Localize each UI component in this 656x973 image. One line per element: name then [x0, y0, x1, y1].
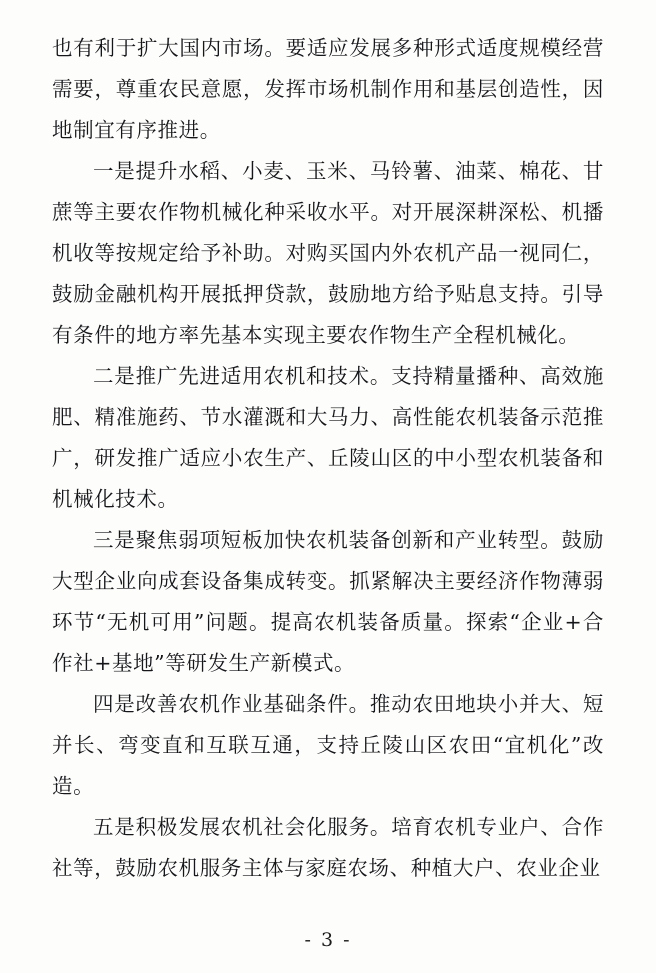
- document-body: [52, 28, 604, 889]
- paragraph-6: 五是积极发展农机社会化服务。培育农机专业户、合作社等，鼓励农机服务主体与家庭农场、种植大户、农业企业: [52, 815, 604, 880]
- paragraph-4: 三是聚焦弱项短板加快农机装备创新和产业转型。鼓励大型企业向成套设备集成转变。抓紧解决主要经济作物薄弱环节“无机可用”问题。提高农机装备质量。探索“企业+合作社+基地”等研发生产新模式。: [52, 528, 604, 675]
- page-number: - 3 -: [304, 929, 352, 951]
- paragraph-1: 也有利于扩大国内市场。要适应发展多种形式适度规模经营需要，尊重农民意愿，发挥市场机制作用和基层创造性，因地制宜有序推进。: [52, 36, 604, 142]
- paragraph-5: 四是改善农机作业基础条件。推动农田地块小并大、短并长、弯变直和互联互通，支持丘陵山区农田“宜机化”改造。: [52, 692, 604, 798]
- paragraph-2: 一是提升水稻、小麦、玉米、马铃薯、油菜、棉花、甘蔗等主要农作物机械化种采收水平。对开展深耕深松、机播机收等按规定给予补助。对购买国内外农机产品一视同仁，鼓励金融机构开展抵押贷款，鼓励地方给予贴息支持。引导有条件的地方率先基本实现主要农作物生产全程机械化。: [52, 159, 604, 347]
- paragraph-3: 二是推广先进适用农机和技术。支持精量播种、高效施肥、精准施药、节水灌溉和大马力、高性能农机装备示范推广，研发推广适应小农生产、丘陵山区的中小型农机装备和机械化技术。: [52, 364, 604, 511]
